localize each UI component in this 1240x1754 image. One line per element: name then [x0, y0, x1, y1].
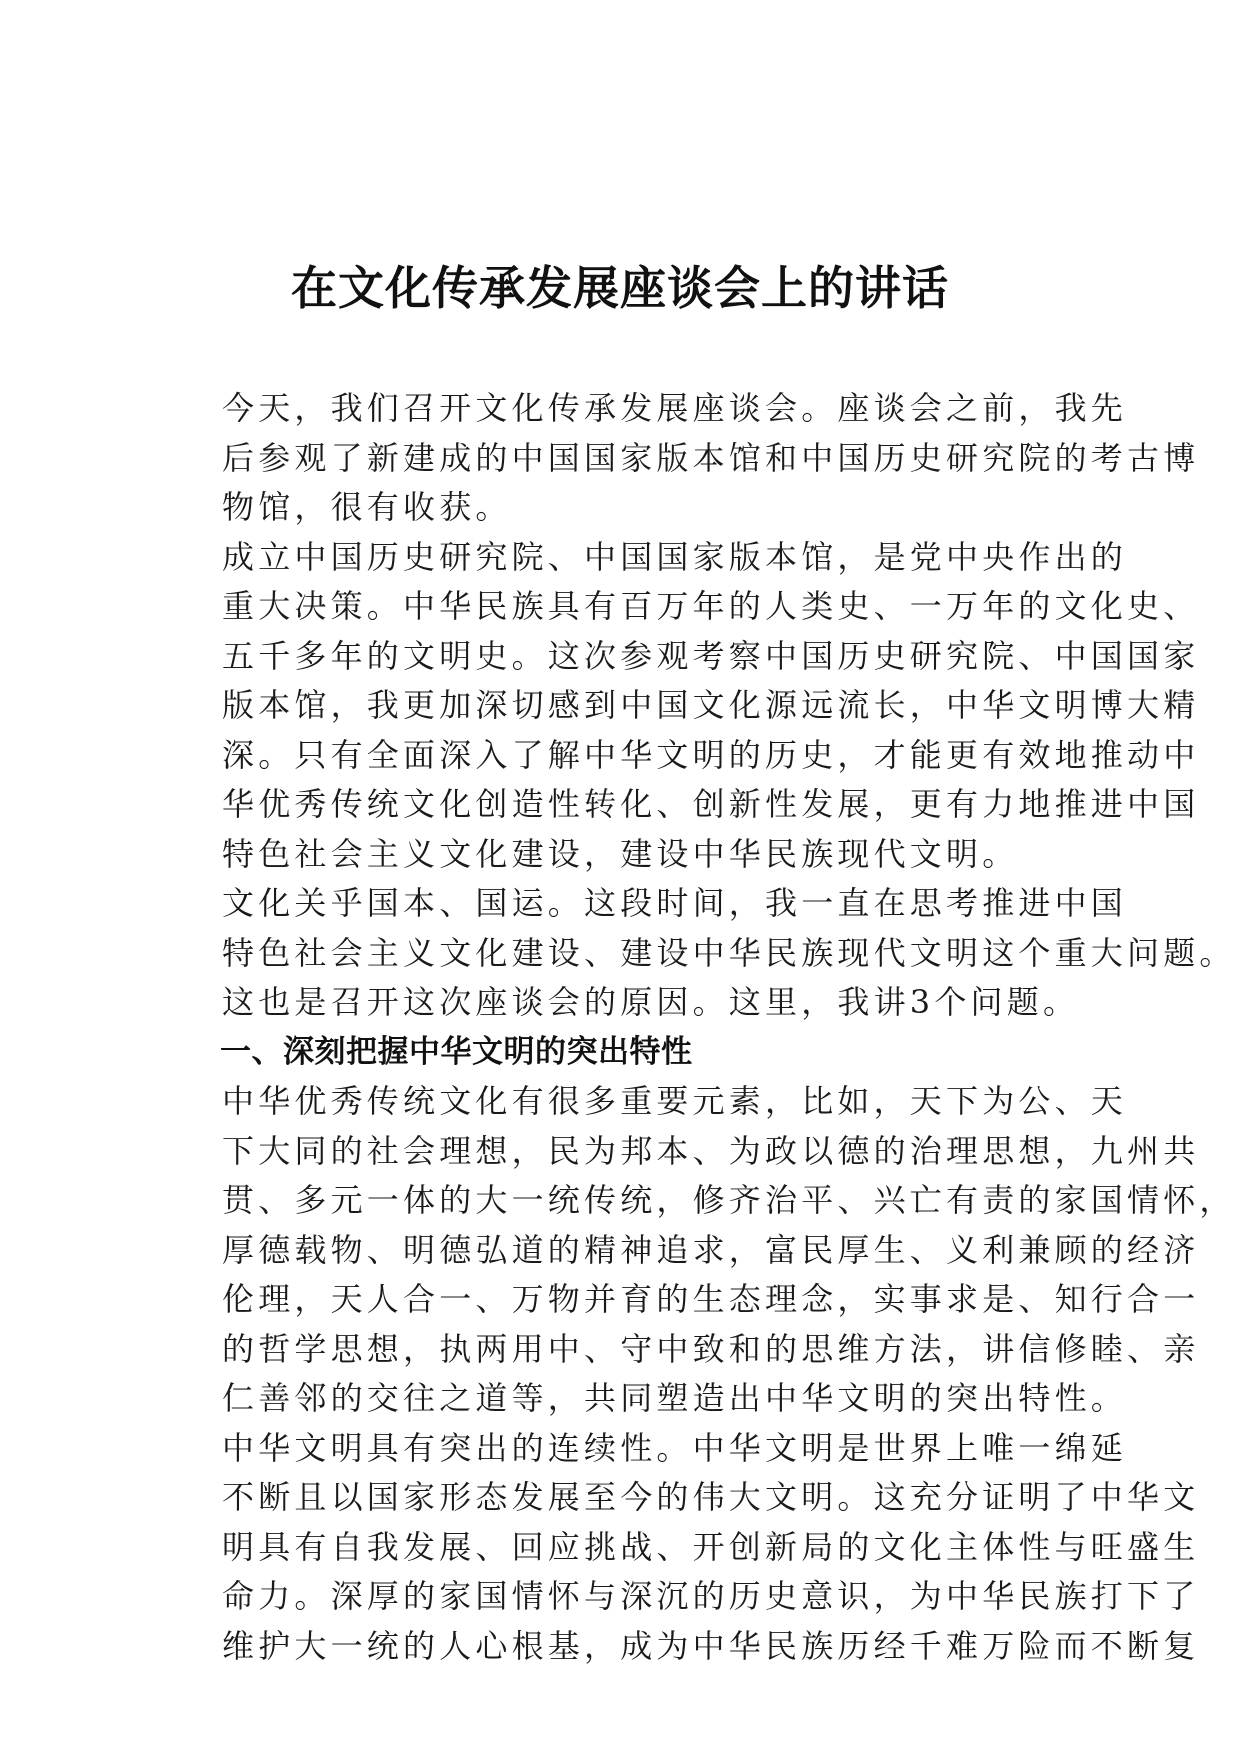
paragraph	[158, 879, 1236, 1028]
paragraph	[158, 1077, 1236, 1424]
section-heading: 一、深刻把握中华文明的突出特性	[220, 1033, 693, 1070]
text-line: 不断且以国家形态发展至今的伟大文明。这充分证明了中华文	[222, 1478, 1200, 1516]
text-line: 深。只有全面深入了解中华文明的历史，才能更有效地推动中	[222, 735, 1200, 774]
text-line: 这也是召开这次座谈会的原因。这里，我讲3个问题。	[222, 983, 1080, 1021]
text-line: 版本馆，我更加深切感到中国文化源远流长，中华文明博大精	[222, 686, 1200, 724]
text-line: 物馆，很有收获。	[222, 488, 512, 526]
text-line: 明具有自我发展、回应挑战、开创新局的文化主体性与旺盛生	[222, 1527, 1200, 1566]
text-line: 中华优秀传统文化有很多重要元素，比如，天下为公、天	[222, 1082, 1128, 1120]
text-line: 特色社会主义文化建设，建设中华民族现代文明。	[222, 834, 1019, 873]
paragraph	[158, 384, 1200, 533]
text-line: 后参观了新建成的中国国家版本馆和中国历史研究院的考古博	[222, 438, 1200, 477]
text-line: 命力。深厚的家国情怀与深沉的历史意识，为中华民族打下了	[222, 1577, 1200, 1615]
paragraph	[158, 1424, 1200, 1672]
text-line: 文化关乎国本、国运。这段时间，我一直在思考推进中国	[222, 884, 1128, 922]
text-line: 重大决策。中华民族具有百万年的人类史、一万年的文化史、	[222, 587, 1200, 625]
text-line: 今天，我们召开文化传承发展座谈会。座谈会之前，我先	[222, 389, 1128, 427]
text-line: 的哲学思想，执两用中、守中致和的思维方法，讲信修睦、亲	[222, 1329, 1200, 1368]
document-title: 在文化传承发展座谈会上的讲话	[291, 261, 949, 315]
paragraph	[158, 533, 1200, 880]
text-line: 伦理，天人合一、万物并育的生态理念，实事求是、知行合一	[222, 1280, 1200, 1318]
text-line: 维护大一统的人心根基，成为中华民族历经千难万险而不断复	[222, 1626, 1200, 1665]
document-body	[158, 384, 1236, 1671]
text-line: 华优秀传统文化创造性转化、创新性发展，更有力地推进中国	[222, 785, 1200, 823]
text-line: 中华文明具有突出的连续性。中华文明是世界上唯一绵延	[222, 1428, 1128, 1467]
text-line: 厚德载物、明德弘道的精神追求，富民厚生、义利兼顾的经济	[222, 1230, 1200, 1269]
text-line: 五千多年的文明史。这次参观考察中国历史研究院、中国国家	[222, 636, 1200, 675]
text-line: 贯、多元一体的大一统传统，修齐治平、兴亡有责的家国情怀，	[222, 1181, 1236, 1219]
text-line: 仁善邻的交往之道等，共同塑造出中华文明的突出特性。	[222, 1379, 1128, 1417]
text-line: 特色社会主义文化建设、建设中华民族现代文明这个重大问题。	[222, 933, 1236, 972]
text-line: 成立中国历史研究院、中国国家版本馆，是党中央作出的	[222, 537, 1128, 576]
text-line: 下大同的社会理想，民为邦本、为政以德的治理思想，九州共	[222, 1131, 1200, 1170]
